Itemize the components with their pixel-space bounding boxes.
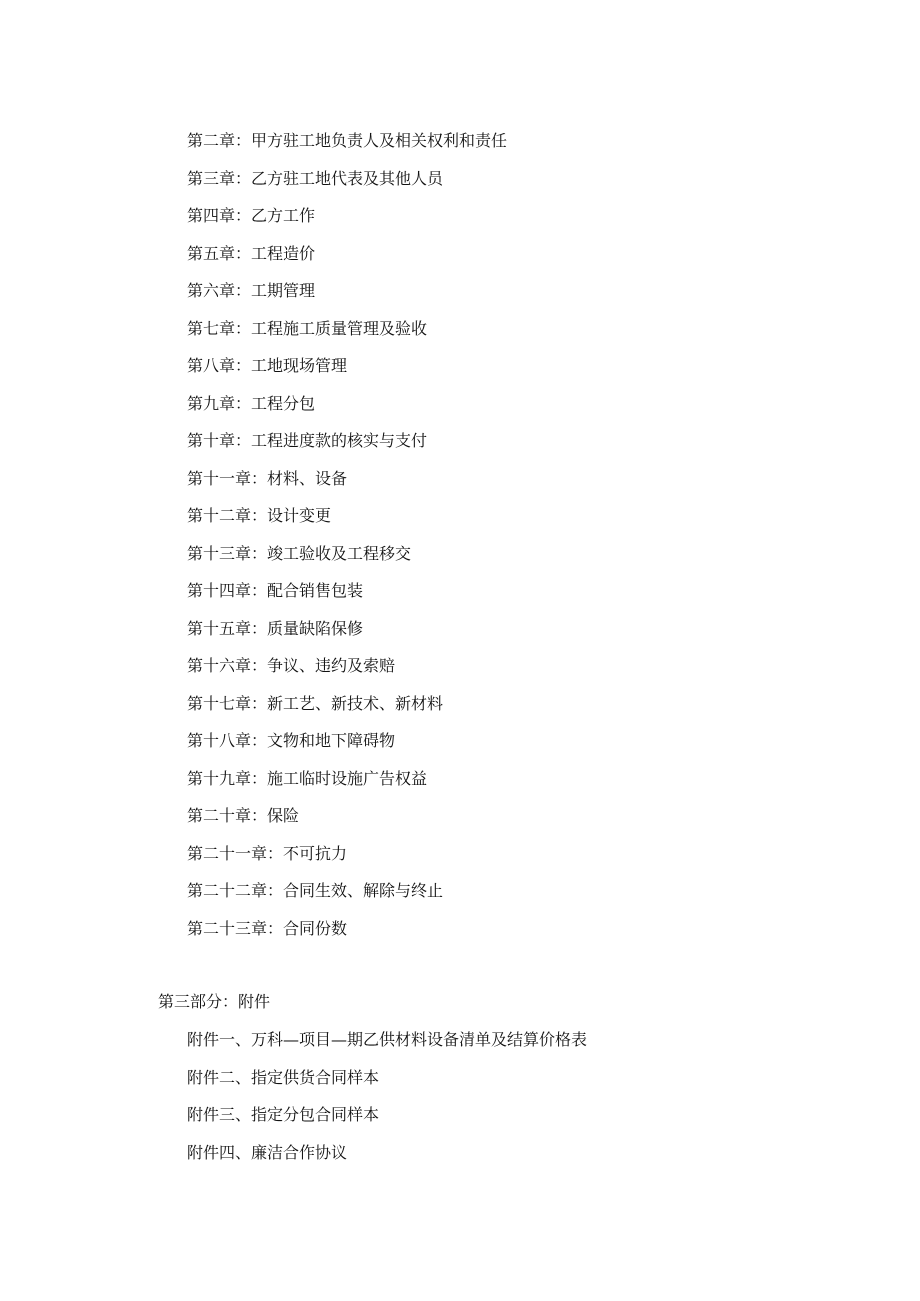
chapter-item: 第十一章：材料、设备 [187, 468, 348, 488]
chapter-item: 第十九章：施工临时设施广告权益 [187, 768, 428, 788]
chapter-item: 第七章：工程施工质量管理及验收 [187, 318, 428, 338]
chapter-item: 第二十一章：不可抗力 [187, 843, 348, 863]
chapter-item: 第十三章：竣工验收及工程移交 [187, 543, 412, 563]
chapter-item: 第二十三章：合同份数 [187, 918, 348, 938]
chapter-item: 第九章：工程分包 [187, 393, 316, 413]
appendix-item: 附件三、指定分包合同样本 [187, 1105, 380, 1124]
appendix-list [187, 1021, 587, 1171]
chapter-item: 第四章：乙方工作 [187, 206, 316, 225]
chapter-item: 第二十二章：合同生效、解除与终止 [187, 881, 444, 900]
chapter-item: 第三章：乙方驻工地代表及其他人员 [187, 168, 444, 188]
chapter-item: 第十四章：配合销售包装 [187, 581, 364, 600]
appendix-item: 附件二、指定供货合同样本 [187, 1067, 380, 1087]
chapter-item: 第八章：工地现场管理 [187, 356, 348, 375]
chapter-item: 第十五章：质量缺陷保修 [187, 618, 364, 638]
chapter-item: 第十七章：新工艺、新技术、新材料 [187, 693, 444, 713]
appendix-item: 附件四、廉洁合作协议 [187, 1142, 348, 1162]
chapter-item: 第六章：工期管理 [187, 281, 316, 300]
chapter-item: 第二十章：保险 [187, 806, 300, 825]
chapter-item: 第二章：甲方驻工地负责人及相关权利和责任 [187, 131, 508, 150]
appendix-item: 附件一、万科—项目—期乙供材料设备清单及结算价格表 [187, 1030, 588, 1049]
chapter-item: 第十八章：文物和地下障碍物 [187, 731, 396, 750]
chapter-item: 第五章：工程造价 [187, 243, 316, 263]
chapter-list [187, 122, 507, 947]
chapter-item: 第十六章：争议、违约及索赔 [187, 656, 396, 675]
part-three-heading: 第三部分：附件 [158, 992, 271, 1011]
chapter-item: 第十章：工程进度款的核实与支付 [187, 431, 428, 450]
chapter-item: 第十二章：设计变更 [187, 506, 332, 525]
